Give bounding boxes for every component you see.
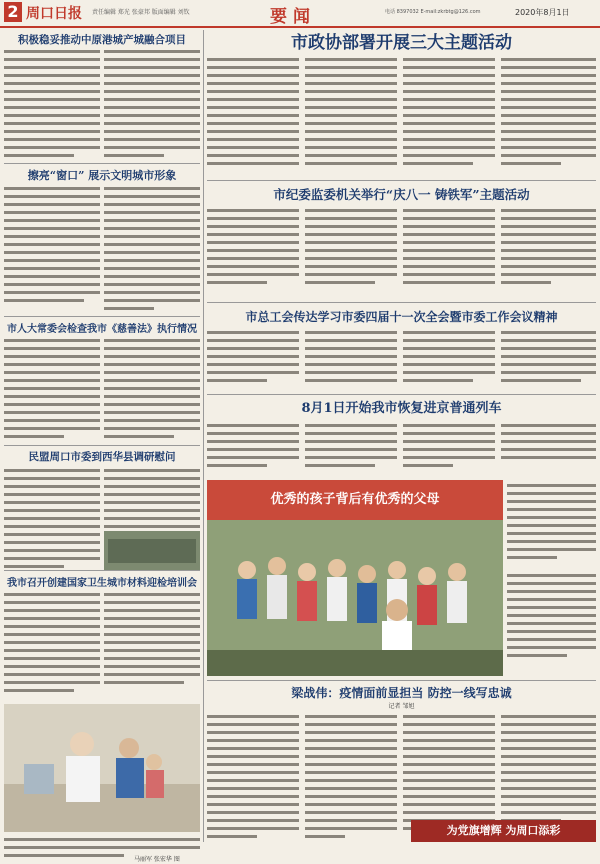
children-photo bbox=[207, 480, 503, 676]
text-lines bbox=[4, 593, 200, 692]
contact-line: 电话 8397032 E-mail:zkrbtg@126.com bbox=[385, 9, 481, 15]
article4-text-lines bbox=[4, 465, 200, 575]
right-column bbox=[207, 30, 596, 837]
divider bbox=[4, 163, 200, 164]
article5-title: 我市召开创建国家卫生城市材料迎检培训会 bbox=[7, 578, 197, 589]
article2-title: 擦亮“窗口” 展示文明城市形象 bbox=[27, 169, 177, 182]
article1-text-lines bbox=[4, 48, 200, 162]
text-lines bbox=[4, 187, 200, 310]
paper-name: 周口日报 bbox=[26, 6, 82, 22]
article-headline4 bbox=[207, 398, 596, 482]
hospital-photo bbox=[4, 704, 200, 832]
article1-title: 积极稳妥推动中原港城产城融合项目 bbox=[18, 34, 186, 46]
left-column bbox=[4, 32, 200, 863]
text-lines bbox=[207, 58, 596, 165]
headline3: 市总工会传达学习市委四届十一次全会暨市委工作会议精神 bbox=[245, 310, 558, 324]
article3-text-lines bbox=[4, 335, 200, 445]
headline2-text-lines bbox=[207, 205, 596, 295]
text-lines bbox=[207, 331, 596, 382]
article2-text-lines bbox=[4, 183, 200, 313]
photo-credit: 马丽军 张宏华 图 bbox=[134, 856, 180, 863]
divider bbox=[207, 394, 596, 395]
text-lines bbox=[507, 574, 596, 657]
divider bbox=[4, 316, 200, 317]
article3 bbox=[4, 320, 200, 449]
article4 bbox=[4, 449, 200, 579]
divider bbox=[4, 570, 200, 571]
headline1: 市政协部署开展三大主题活动 bbox=[291, 33, 512, 53]
footer-banner: 为党旗增辉 为周口添彩 bbox=[411, 820, 596, 842]
headline5: 梁战伟：疫情面前显担当 防控一线写忠诚 bbox=[291, 686, 512, 700]
photo-banner: 优秀的孩子背后有优秀的父母 bbox=[270, 492, 440, 507]
article1-body bbox=[4, 48, 200, 162]
text-lines bbox=[507, 484, 596, 559]
headline4: 8月1日开始我市恢复进京普通列车 bbox=[301, 401, 502, 416]
divider bbox=[207, 302, 596, 303]
small-photo-detail bbox=[108, 539, 196, 563]
staff-line: 责任编辑 郑光 张豪邦 版面编辑 刘钦 bbox=[92, 9, 190, 16]
divider bbox=[4, 445, 200, 446]
text-lines bbox=[207, 424, 596, 467]
page-number: 2 bbox=[4, 2, 22, 22]
headline5-byline: 记者 邹旭 bbox=[388, 703, 415, 710]
column-divider bbox=[203, 30, 204, 842]
photo-caption-lines bbox=[507, 570, 596, 674]
text-lines bbox=[4, 50, 200, 157]
headline2: 市纪委监委机关举行“庆八一 铸铁军”主题活动 bbox=[273, 187, 530, 202]
article-headline2 bbox=[207, 185, 596, 299]
headline1-text-lines bbox=[207, 56, 596, 178]
article5-text-lines bbox=[4, 589, 200, 699]
divider bbox=[207, 180, 596, 181]
section-title: 要闻 bbox=[270, 7, 316, 27]
issue-date: 2020年8月1日 bbox=[515, 8, 570, 17]
article2 bbox=[4, 167, 200, 317]
divider bbox=[207, 680, 596, 681]
headline4-text-lines bbox=[207, 420, 596, 478]
article-headline3 bbox=[207, 307, 596, 395]
article3-title: 市人大常委会检查我市《慈善法》执行情况 bbox=[7, 324, 197, 335]
article5 bbox=[4, 574, 200, 703]
text-lines bbox=[207, 209, 596, 284]
masthead bbox=[0, 0, 600, 28]
side-text-lines bbox=[507, 480, 596, 566]
article4-title: 民盟周口市委到西华县调研慰问 bbox=[28, 451, 176, 463]
headline3-text-lines bbox=[207, 327, 596, 391]
hospital-photo-art bbox=[4, 704, 200, 832]
text-lines bbox=[4, 339, 200, 438]
